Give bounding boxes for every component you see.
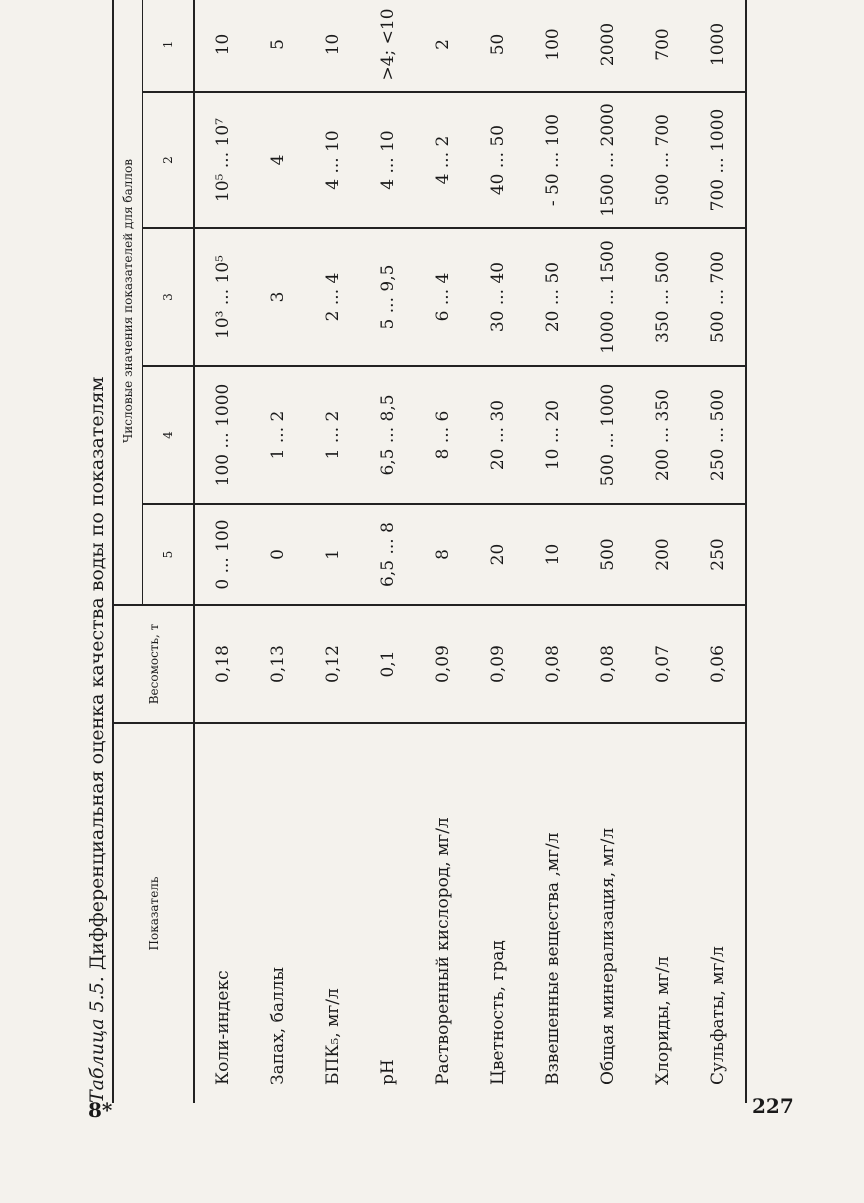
cell-s3: 10³ ... 10⁵ bbox=[194, 228, 250, 366]
table-row bbox=[415, 0, 470, 1103]
header-indicator: Показатель bbox=[113, 723, 194, 1103]
cell-s5: 250 bbox=[690, 504, 746, 605]
cell-s1: 100 bbox=[525, 0, 580, 92]
cell-weight: 0,12 bbox=[305, 605, 360, 723]
header-score-5: 5 bbox=[143, 504, 195, 605]
cell-s2: 40 ... 50 bbox=[470, 92, 525, 228]
cell-s3: 20 ... 50 bbox=[525, 228, 580, 366]
cell-weight: 0,13 bbox=[250, 605, 305, 723]
cell-s1: >4; <10 bbox=[360, 0, 415, 92]
cell-weight: 0,08 bbox=[525, 605, 580, 723]
cell-s3: 30 ... 40 bbox=[470, 228, 525, 366]
cell-s1: 700 bbox=[635, 0, 690, 92]
cell-s3: 1000 ... 1500 bbox=[580, 228, 635, 366]
table-row bbox=[690, 0, 746, 1103]
cell-s4: 1 ... 2 bbox=[305, 366, 360, 504]
cell-s4: 8 ... 6 bbox=[415, 366, 470, 504]
cell-s3: 6 ... 4 bbox=[415, 228, 470, 366]
table-caption-label: Таблица 5.5. bbox=[86, 976, 108, 1103]
cell-s4: 100 ... 1000 bbox=[194, 366, 250, 504]
cell-s5: 8 bbox=[415, 504, 470, 605]
table-row bbox=[525, 0, 580, 1103]
cell-name: БПК₅, мг/л bbox=[322, 988, 343, 1085]
cell-weight: 0,09 bbox=[415, 605, 470, 723]
cell-s2: 500 ... 700 bbox=[635, 92, 690, 228]
cell-s2: - 50 ... 100 bbox=[525, 92, 580, 228]
cell-s4: 200 ... 350 bbox=[635, 366, 690, 504]
cell-name: Запах, баллы bbox=[267, 966, 288, 1085]
water-quality-table bbox=[112, 0, 747, 1103]
cell-s1: 1000 bbox=[690, 0, 746, 92]
cell-s3: 5 ... 9,5 bbox=[360, 228, 415, 366]
cell-s5: 500 bbox=[580, 504, 635, 605]
cell-name: pH bbox=[377, 1059, 398, 1085]
cell-s5: 20 bbox=[470, 504, 525, 605]
header-score-3: 3 bbox=[143, 228, 195, 366]
cell-name: Общая минерализация, мг/л bbox=[597, 827, 618, 1085]
table-row bbox=[635, 0, 690, 1103]
cell-s3: 3 bbox=[250, 228, 305, 366]
table-row bbox=[250, 0, 305, 1103]
cell-s5: 200 bbox=[635, 504, 690, 605]
cell-s4: 250 ... 500 bbox=[690, 366, 746, 504]
cell-weight: 0,09 bbox=[470, 605, 525, 723]
cell-s5: 1 bbox=[305, 504, 360, 605]
header-score-2: 2 bbox=[143, 92, 195, 228]
cell-s1: 2 bbox=[415, 0, 470, 92]
cell-s5: 0 ... 100 bbox=[194, 504, 250, 605]
table-body bbox=[194, 0, 746, 1103]
table-caption-text: Дифференциальная оценка качества воды по показателям bbox=[86, 376, 108, 971]
cell-name: Цветность, град bbox=[487, 940, 508, 1085]
header-score-4: 4 bbox=[143, 366, 195, 504]
cell-s4: 500 ... 1000 bbox=[580, 366, 635, 504]
cell-weight: 0,08 bbox=[580, 605, 635, 723]
cell-s2: 700 ... 1000 bbox=[690, 92, 746, 228]
table-caption bbox=[86, 103, 108, 1103]
cell-weight: 0,06 bbox=[690, 605, 746, 723]
cell-name: Сульфаты, мг/л bbox=[690, 723, 746, 1103]
cell-weight: 0,1 bbox=[360, 605, 415, 723]
cell-name: Взвешенные вещества ,мг/л bbox=[542, 832, 563, 1085]
cell-weight: 0,18 bbox=[194, 605, 250, 723]
table-row bbox=[305, 0, 360, 1103]
cell-s1: 50 bbox=[470, 0, 525, 92]
cell-s1: 10 bbox=[194, 0, 250, 92]
header-score-1: 1 bbox=[143, 0, 195, 92]
table-row bbox=[580, 0, 635, 1103]
cell-s2: 4 bbox=[250, 92, 305, 228]
cell-s2: 10⁵ ... 10⁷ bbox=[194, 92, 250, 228]
cell-s1: 10 bbox=[305, 0, 360, 92]
cell-s2: 4 ... 2 bbox=[415, 92, 470, 228]
table-row bbox=[360, 0, 415, 1103]
cell-s2: 1500 ... 2000 bbox=[580, 92, 635, 228]
cell-s4: 10 ... 20 bbox=[525, 366, 580, 504]
table-row bbox=[470, 0, 525, 1103]
cell-s3: 350 ... 500 bbox=[635, 228, 690, 366]
cell-s1: 2000 bbox=[580, 0, 635, 92]
cell-s4: 20 ... 30 bbox=[470, 366, 525, 504]
cell-weight: 0,07 bbox=[635, 605, 690, 723]
cell-s4: 1 ... 2 bbox=[250, 366, 305, 504]
header-scores-group: Числовые значения показателей для баллов bbox=[113, 0, 143, 605]
header-weight: Весомость, т bbox=[113, 605, 194, 723]
cell-s5: 6,5 ... 8 bbox=[360, 504, 415, 605]
cell-s2: 4 ... 10 bbox=[305, 92, 360, 228]
cell-name: Хлориды, мг/л bbox=[652, 956, 673, 1085]
cell-s3: 2 ... 4 bbox=[305, 228, 360, 366]
page-marker: 8* bbox=[88, 1098, 113, 1122]
cell-s5: 0 bbox=[250, 504, 305, 605]
table-row bbox=[194, 0, 250, 1103]
page-number: 227 bbox=[752, 1094, 794, 1118]
cell-s4: 6,5 ... 8,5 bbox=[360, 366, 415, 504]
cell-s5: 10 bbox=[525, 504, 580, 605]
cell-s2: 4 ... 10 bbox=[360, 92, 415, 228]
cell-s3: 500 ... 700 bbox=[690, 228, 746, 366]
cell-s1: 5 bbox=[250, 0, 305, 92]
cell-name: Растворенный кислород, мг/л bbox=[432, 817, 453, 1085]
cell-name: Коли-индекс bbox=[212, 970, 233, 1085]
